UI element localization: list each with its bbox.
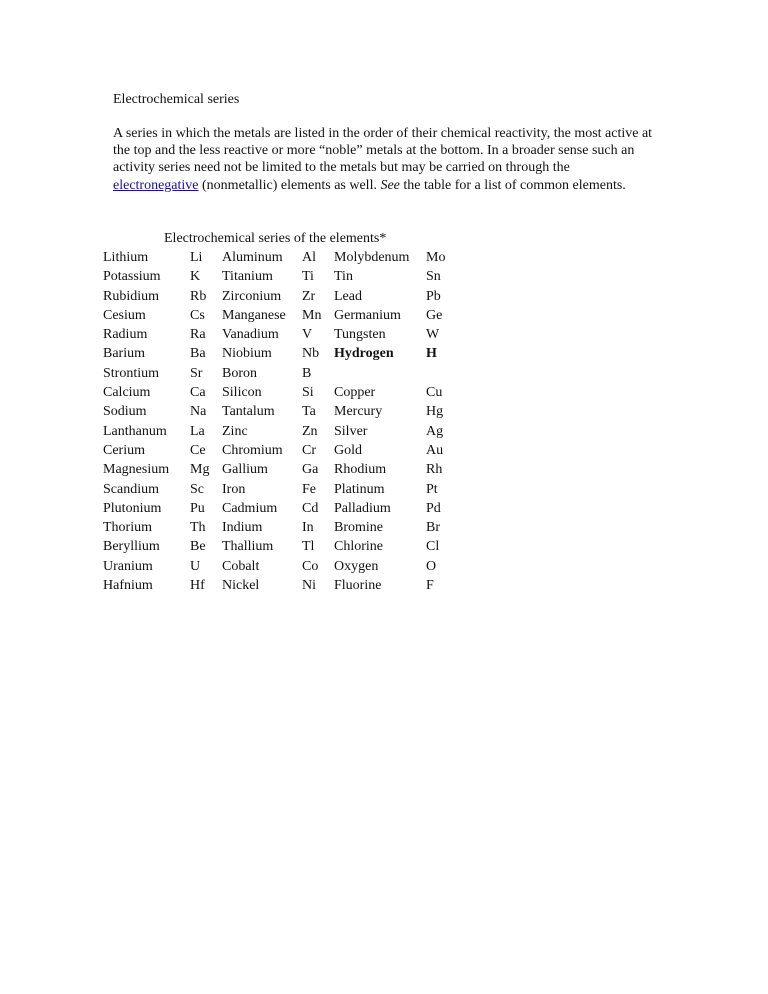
element-symbol-cell: Pb bbox=[426, 288, 441, 304]
element-symbol-cell: Ag bbox=[426, 423, 444, 439]
element-symbol-cell: V bbox=[302, 327, 313, 343]
element-symbol-cell: In bbox=[302, 520, 314, 536]
element-name-cell: Strontium bbox=[103, 365, 160, 381]
element-symbol-cell: Au bbox=[426, 442, 444, 458]
element-symbol-cell: Cs bbox=[190, 307, 205, 323]
element-name-cell: Titanium bbox=[222, 269, 273, 285]
table-row bbox=[99, 499, 456, 518]
element-name-cell: Indium bbox=[222, 520, 263, 536]
element-name-cell: Fluorine bbox=[334, 578, 382, 594]
element-symbol-cell: Pt bbox=[426, 481, 438, 497]
intro-text-part3: the table for a list of common elements. bbox=[399, 177, 626, 193]
element-name-cell: Lithium bbox=[103, 250, 149, 265]
element-symbol-cell: Cr bbox=[302, 442, 316, 458]
element-name-cell: Uranium bbox=[103, 558, 153, 574]
element-symbol-cell: H bbox=[426, 346, 437, 362]
element-name-cell: Tantalum bbox=[222, 404, 275, 420]
element-symbol-cell: Ti bbox=[302, 269, 314, 285]
element-name-cell: Lead bbox=[334, 288, 362, 304]
element-symbol-cell: Li bbox=[190, 250, 203, 265]
table-row bbox=[99, 325, 456, 344]
element-name-cell: Silver bbox=[334, 423, 368, 439]
element-name-cell: Radium bbox=[103, 327, 148, 343]
element-symbol-cell: Be bbox=[190, 539, 206, 555]
element-name-cell: Beryllium bbox=[103, 539, 160, 555]
intro-text-part1: A series in which the metals are listed in the order of their chemical reactivity, the most active at the top and the less reactive or more “noble” metals at the bottom. In a broader sense such an activity series need not be limited to the metals but may be carried on through the bbox=[113, 126, 653, 176]
table-row bbox=[99, 344, 456, 363]
element-name-cell: Cerium bbox=[103, 442, 145, 458]
electrochemical-series-table bbox=[99, 248, 456, 595]
element-name-cell: Rubidium bbox=[103, 288, 160, 304]
electronegative-link[interactable]: electronegative bbox=[113, 177, 199, 193]
table-row bbox=[99, 248, 456, 267]
element-symbol-cell: F bbox=[426, 578, 434, 594]
element-name-cell: Zirconium bbox=[222, 288, 282, 304]
element-name-cell: Aluminum bbox=[222, 250, 283, 265]
table-row bbox=[99, 576, 456, 595]
element-symbol-cell: Ca bbox=[190, 385, 206, 401]
intro-text-part2: (nonmetallic) elements as well. bbox=[198, 177, 381, 193]
element-name-cell: Hafnium bbox=[103, 578, 153, 594]
element-symbol-cell: O bbox=[426, 558, 437, 574]
element-symbol-cell: Sr bbox=[190, 365, 203, 381]
element-name-cell: Sodium bbox=[103, 404, 147, 420]
element-name-cell bbox=[330, 364, 422, 383]
element-name-cell: Silicon bbox=[222, 385, 262, 401]
element-symbol-cell: Pd bbox=[426, 500, 441, 516]
element-name-cell: Rhodium bbox=[334, 462, 387, 478]
element-symbol-cell: Zr bbox=[302, 288, 316, 304]
element-symbol-cell: Ra bbox=[190, 327, 206, 343]
element-name-cell: Thorium bbox=[103, 520, 152, 536]
element-symbol-cell: U bbox=[190, 558, 201, 574]
element-name-cell: Boron bbox=[222, 365, 257, 381]
element-symbol-cell: Fe bbox=[302, 481, 316, 497]
element-symbol-cell: W bbox=[426, 327, 440, 343]
element-name-cell: Lanthanum bbox=[103, 423, 167, 439]
element-symbol-cell: Co bbox=[302, 558, 319, 574]
element-name-cell: Zinc bbox=[222, 423, 248, 439]
element-name-cell: Oxygen bbox=[334, 558, 379, 574]
element-symbol-cell: Zn bbox=[302, 423, 318, 439]
document-title: Electrochemical series bbox=[113, 92, 240, 107]
element-symbol-cell: Ga bbox=[302, 462, 319, 478]
element-symbol-cell: Mo bbox=[426, 250, 446, 265]
see-emphasis: See bbox=[380, 177, 400, 193]
table-row bbox=[99, 287, 456, 306]
element-symbol-cell: Sc bbox=[190, 481, 204, 497]
element-name-cell: Thallium bbox=[222, 539, 274, 555]
element-name-cell: Chlorine bbox=[334, 539, 383, 555]
element-name-cell: Tin bbox=[334, 269, 353, 285]
table-caption: Electrochemical series of the elements* bbox=[164, 231, 387, 246]
element-symbol-cell: Nb bbox=[302, 346, 320, 362]
table-row bbox=[99, 480, 456, 499]
table-row bbox=[99, 557, 456, 576]
element-name-cell: Mercury bbox=[334, 404, 383, 420]
table-row bbox=[99, 537, 456, 556]
table-row bbox=[99, 306, 456, 325]
element-symbol-cell bbox=[422, 364, 456, 383]
intro-paragraph bbox=[113, 125, 658, 194]
element-symbol-cell: B bbox=[302, 365, 312, 381]
element-symbol-cell: Hf bbox=[190, 578, 205, 594]
element-name-cell: Gallium bbox=[222, 462, 268, 478]
element-name-cell: Scandium bbox=[103, 481, 159, 497]
element-symbol-cell: Ta bbox=[302, 404, 316, 420]
table-row bbox=[99, 518, 456, 537]
element-symbol-cell: Hg bbox=[426, 404, 444, 420]
element-name-cell: Iron bbox=[222, 481, 246, 497]
element-name-cell: Nickel bbox=[222, 578, 260, 594]
element-name-cell: Niobium bbox=[222, 346, 272, 362]
element-symbol-cell: Cu bbox=[426, 385, 443, 401]
element-name-cell: Hydrogen bbox=[334, 346, 394, 362]
element-name-cell: Platinum bbox=[334, 481, 385, 497]
element-symbol-cell: Rb bbox=[190, 288, 207, 304]
element-symbol-cell: Pu bbox=[190, 500, 205, 516]
element-symbol-cell: Sn bbox=[426, 269, 441, 285]
element-symbol-cell: Ge bbox=[426, 307, 443, 323]
element-name-cell: Cesium bbox=[103, 307, 146, 323]
element-name-cell: Plutonium bbox=[103, 500, 162, 516]
element-symbol-cell: Ce bbox=[190, 442, 206, 458]
element-name-cell: Copper bbox=[334, 385, 376, 401]
element-name-cell: Gold bbox=[334, 442, 362, 458]
element-symbol-cell: Na bbox=[190, 404, 207, 420]
element-name-cell: Calcium bbox=[103, 385, 151, 401]
element-name-cell: Palladium bbox=[334, 500, 391, 516]
element-symbol-cell: Mg bbox=[190, 462, 210, 478]
table-row bbox=[99, 364, 456, 383]
table-row bbox=[99, 402, 456, 421]
element-symbol-cell: Si bbox=[302, 385, 314, 401]
element-name-cell: Chromium bbox=[222, 442, 283, 458]
element-symbol-cell: Ba bbox=[190, 346, 206, 362]
element-name-cell: Tungsten bbox=[334, 327, 386, 343]
element-symbol-cell: Tl bbox=[302, 539, 315, 555]
element-symbol-cell: Th bbox=[190, 520, 206, 536]
element-symbol-cell: Ni bbox=[302, 578, 316, 594]
element-name-cell: Vanadium bbox=[222, 327, 279, 343]
table-row bbox=[99, 383, 456, 402]
element-symbol-cell: Br bbox=[426, 520, 440, 536]
table-row bbox=[99, 460, 456, 479]
element-name-cell: Cadmium bbox=[222, 500, 278, 516]
element-symbol-cell: Cd bbox=[302, 500, 319, 516]
element-name-cell: Germanium bbox=[334, 307, 401, 323]
element-name-cell: Bromine bbox=[334, 520, 383, 536]
table-row bbox=[99, 422, 456, 441]
element-name-cell: Barium bbox=[103, 346, 145, 362]
table-row bbox=[99, 441, 456, 460]
element-name-cell: Molybdenum bbox=[334, 250, 410, 265]
element-name-cell: Magnesium bbox=[103, 462, 170, 478]
element-name-cell: Cobalt bbox=[222, 558, 260, 574]
element-symbol-cell: Al bbox=[302, 250, 316, 265]
element-symbol-cell: K bbox=[190, 269, 201, 285]
element-name-cell: Manganese bbox=[222, 307, 286, 323]
element-symbol-cell: La bbox=[190, 423, 205, 439]
element-symbol-cell: Rh bbox=[426, 462, 443, 478]
element-symbol-cell: Mn bbox=[302, 307, 322, 323]
element-name-cell: Potassium bbox=[103, 269, 161, 285]
element-symbol-cell: Cl bbox=[426, 539, 440, 555]
table-row bbox=[99, 267, 456, 286]
